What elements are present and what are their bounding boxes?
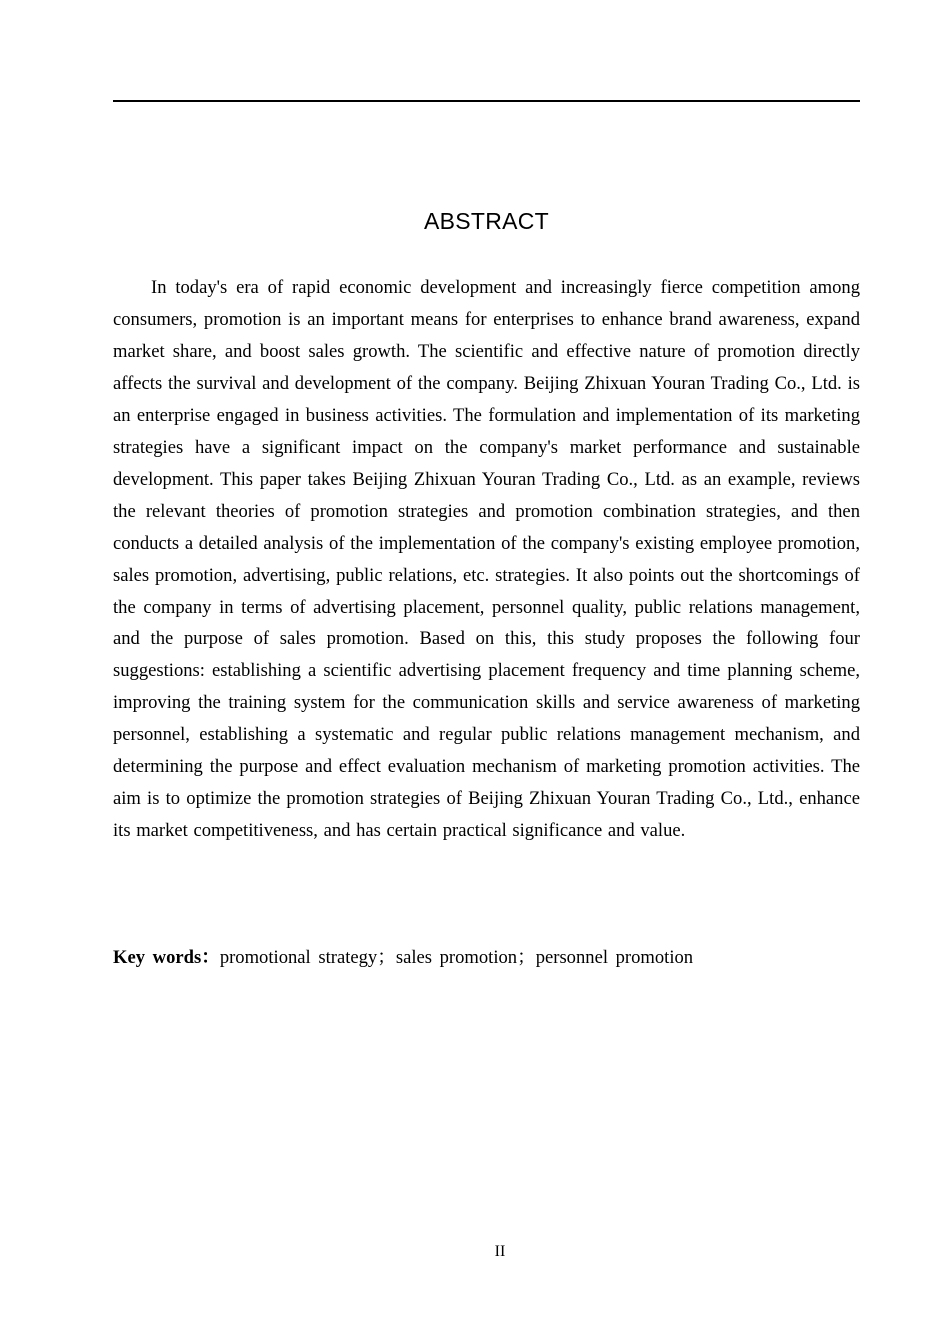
- keyword-separator: ；: [517, 947, 536, 968]
- abstract-paragraph: In today's era of rapid economic development and increasingly fierce competition among consumers, promotion is an important means for enterprises to enhance brand awareness, expand market share, and boost sales growth. The scientific and effective nature of promotion directly affects the survival and development of the company. Beijing Zhixuan Youran Trading Co., Ltd. is an enterprise engaged in business activities. The formulation and implementation of its marketing strategies have a significant impact on the company's market performance and sustainable development. This paper takes Beijing Zhixuan Youran Trading Co., Ltd. as an example, reviews the relevant theories of promotion strategies and promotion combination strategies, and then conducts a detailed analysis of the implementation of the company's existing employee promotion, sales promotion, advertising, public relations, etc. strategies. It also points out the shortcomings of the company in terms of advertising placement, personnel quality, public relations management, and the purpose of sales promotion. Based on this, this study proposes the following four suggestions: establishing a scientific advertising placement frequency and time planning scheme, improving the training system for the communication skills and service awareness of marketing personnel, establishing a systematic and regular public relations management mechanism, and determining the purpose and effect evaluation mechanism of marketing promotion activities. The aim is to optimize the promotion strategies of Beijing Zhixuan Youran Trading Co., Ltd., enhance its market competitiveness, and has certain practical significance and value.: [113, 277, 860, 842]
- keywords-line: [113, 942, 860, 974]
- keyword-separator: ；: [377, 947, 396, 968]
- keyword-item: promotional strategy: [219, 947, 378, 968]
- keyword-item: personnel promotion: [535, 947, 694, 968]
- keyword-item: sales promotion: [395, 947, 518, 968]
- keywords-label: Key words：: [113, 947, 220, 968]
- page-number: II: [494, 1243, 506, 1260]
- header-rule: [113, 100, 860, 102]
- abstract-title: ABSTRACT: [423, 208, 550, 234]
